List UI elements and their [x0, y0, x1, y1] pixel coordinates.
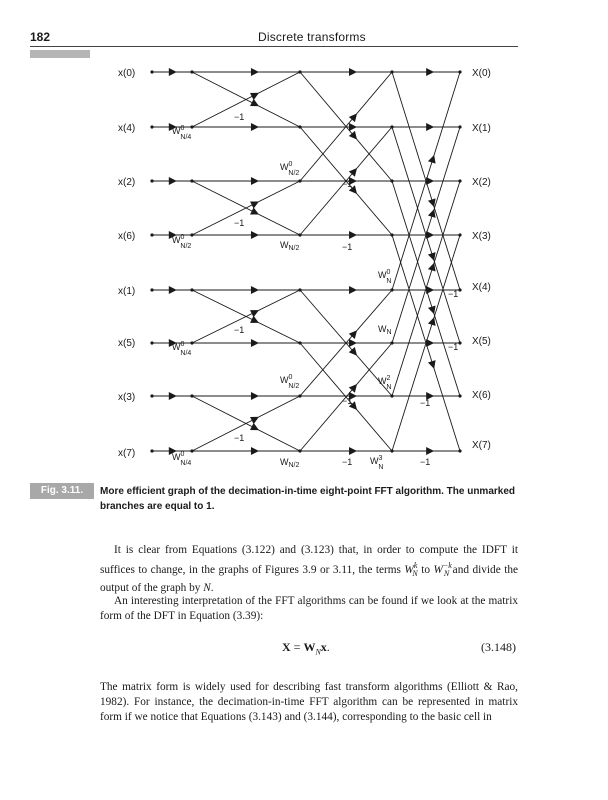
branch-arrow	[251, 68, 259, 76]
graph-node	[190, 179, 193, 182]
branch-arrow	[349, 447, 357, 455]
output-label: X(0)	[472, 68, 491, 79]
graph-node	[190, 70, 193, 73]
twiddle-label: $W^0$ N	[378, 269, 392, 285]
branch-arrow	[426, 447, 434, 455]
branch-arrow	[169, 68, 177, 76]
output-label: X(2)	[472, 177, 491, 188]
twiddle-label: $W^0$ N/4	[172, 125, 192, 141]
branch-arrow	[428, 317, 436, 326]
twiddle-label: $W^0$ N/2	[280, 161, 300, 177]
graph-node	[458, 288, 461, 291]
graph-node	[390, 394, 393, 397]
twiddle-label: $W^0$ N/4	[172, 451, 192, 467]
graph-node	[190, 341, 193, 344]
branch-arrow	[428, 263, 436, 272]
branch-arrow	[428, 209, 436, 218]
branch-arrow	[349, 68, 357, 76]
branch-arrow	[349, 330, 357, 339]
graph-node	[150, 449, 153, 452]
graph-node	[190, 288, 193, 291]
branch-arrow	[428, 198, 436, 207]
branch-arrow	[251, 447, 259, 455]
graph-node	[458, 341, 461, 344]
input-label: x(7)	[118, 448, 136, 459]
minus-one-label: −1	[448, 289, 459, 299]
graph-node	[298, 394, 301, 397]
twiddle-label: $W_{N/2}$	[280, 240, 300, 252]
input-label: x(6)	[118, 231, 136, 242]
twiddle-label: $W^0$ N/2	[280, 374, 300, 390]
input-label: x(4)	[118, 123, 136, 134]
graph-node	[298, 125, 301, 128]
output-label: X(5)	[472, 336, 491, 347]
graph-node	[298, 70, 301, 73]
branch-arrow	[169, 177, 177, 185]
twiddle-label: $W^0$ N/4	[172, 341, 192, 357]
twiddle-label: $W^3$ N	[370, 455, 384, 471]
graph-node	[150, 341, 153, 344]
twiddle-label: $W^2$ N	[378, 375, 392, 391]
branch-arrow	[349, 347, 357, 356]
graph-node	[150, 70, 153, 73]
branch-arrow	[426, 68, 434, 76]
branch-arrow	[349, 286, 357, 294]
graph-node	[390, 288, 393, 291]
figure-tag: Fig. 3.11.	[30, 483, 94, 499]
graph-node	[150, 179, 153, 182]
graph-node	[190, 394, 193, 397]
graph-node	[458, 70, 461, 73]
minus-one-label: −1	[448, 342, 459, 352]
branch-arrow	[349, 339, 357, 347]
graph-node	[150, 233, 153, 236]
output-label: X(4)	[472, 282, 491, 293]
graph-node	[298, 288, 301, 291]
minus-one-label: −1	[420, 398, 431, 408]
twiddle-label: $W_N$	[378, 324, 392, 336]
input-label: x(0)	[118, 68, 136, 79]
graph-node	[390, 125, 393, 128]
graph-node	[298, 179, 301, 182]
branch-arrow	[428, 155, 436, 164]
minus-one-label: −1	[234, 112, 245, 122]
equation-number: (3.148)	[481, 640, 516, 654]
graph-node	[190, 125, 193, 128]
graph-node	[298, 233, 301, 236]
branch-arrow	[349, 131, 357, 140]
body-paragraph: An interesting interpretation of the FFT algorithms can be found if we look at the matrix form of the DFT in Equation (3.39):	[100, 595, 518, 623]
minus-one-label: −1	[342, 396, 353, 406]
body-paragraph: It is clear from Equations (3.122) and (3.123) that, in order to compute the IDFT it suffices to change, in the graphs of Figures 3.9 or 3.11, the terms $W^k_N$ to $W^{-k}_N$ and divide the output of the graph by N.	[100, 544, 518, 595]
branch-arrow	[349, 168, 357, 177]
graph-node	[390, 179, 393, 182]
branch-arrow	[428, 360, 436, 369]
running-title: Discrete transforms	[258, 30, 366, 44]
body-paragraph: The matrix form is widely used for describing fast transform algorithms (Elliott & Rao, 1982). For instance, the decimation-in-time FFT algorithm can be represented in matrix form if we notice that Equations (3.143) and (3.144), corresponding to the basic cell in	[100, 681, 518, 724]
branch-arrow	[251, 123, 259, 131]
branch-arrow	[349, 113, 357, 122]
branch-arrow	[428, 305, 436, 314]
branch-arrow	[426, 231, 434, 239]
minus-one-label: −1	[342, 179, 353, 189]
graph-node	[390, 233, 393, 236]
graph-node	[458, 179, 461, 182]
output-label: X(1)	[472, 123, 491, 134]
branch-arrow	[251, 286, 259, 294]
minus-one-label: −1	[234, 325, 245, 335]
minus-one-label: −1	[234, 433, 245, 443]
minus-one-label: −1	[420, 457, 431, 467]
output-label: X(3)	[472, 231, 491, 242]
branch-arrow	[169, 392, 177, 400]
graph-node	[390, 70, 393, 73]
graph-node	[150, 125, 153, 128]
graph-node	[298, 449, 301, 452]
branch-arrow	[349, 123, 357, 131]
graph-node	[190, 233, 193, 236]
graph-node	[298, 341, 301, 344]
branch-arrow	[426, 339, 434, 347]
graph-node	[390, 341, 393, 344]
graph-node	[458, 394, 461, 397]
graph-node	[458, 449, 461, 452]
minus-one-label: −1	[342, 242, 353, 252]
branch-arrow	[251, 392, 259, 400]
branch-arrow	[169, 286, 177, 294]
input-label: x(2)	[118, 177, 136, 188]
branch-arrow	[426, 177, 434, 185]
page-number: 182	[30, 30, 51, 44]
graph-node	[458, 125, 461, 128]
minus-one-label: −1	[342, 457, 353, 467]
branch-arrow	[349, 231, 357, 239]
figure-caption: More efficient graph of the decimation-in-time eight-point FFT algorithm. The unmarked branches are equal to 1.	[100, 486, 516, 512]
branch-arrow	[428, 252, 436, 261]
branch-arrow	[426, 123, 434, 131]
twiddle-label: $W^0$ N/2	[172, 234, 192, 250]
graph-node	[390, 449, 393, 452]
branch-arrow	[251, 231, 259, 239]
input-label: x(3)	[118, 392, 136, 403]
branch-arrow	[251, 177, 259, 185]
branch-arrow	[349, 384, 357, 393]
input-label: x(5)	[118, 338, 136, 349]
output-label: X(7)	[472, 440, 491, 451]
graph-node	[150, 394, 153, 397]
graph-node	[190, 449, 193, 452]
minus-one-label: −1	[234, 218, 245, 228]
graph-node	[458, 233, 461, 236]
twiddle-label: $W_{N/2}$	[280, 457, 300, 469]
input-label: x(1)	[118, 286, 136, 297]
branch-arrow	[251, 339, 259, 347]
output-label: X(6)	[472, 390, 491, 401]
graph-node	[150, 288, 153, 291]
